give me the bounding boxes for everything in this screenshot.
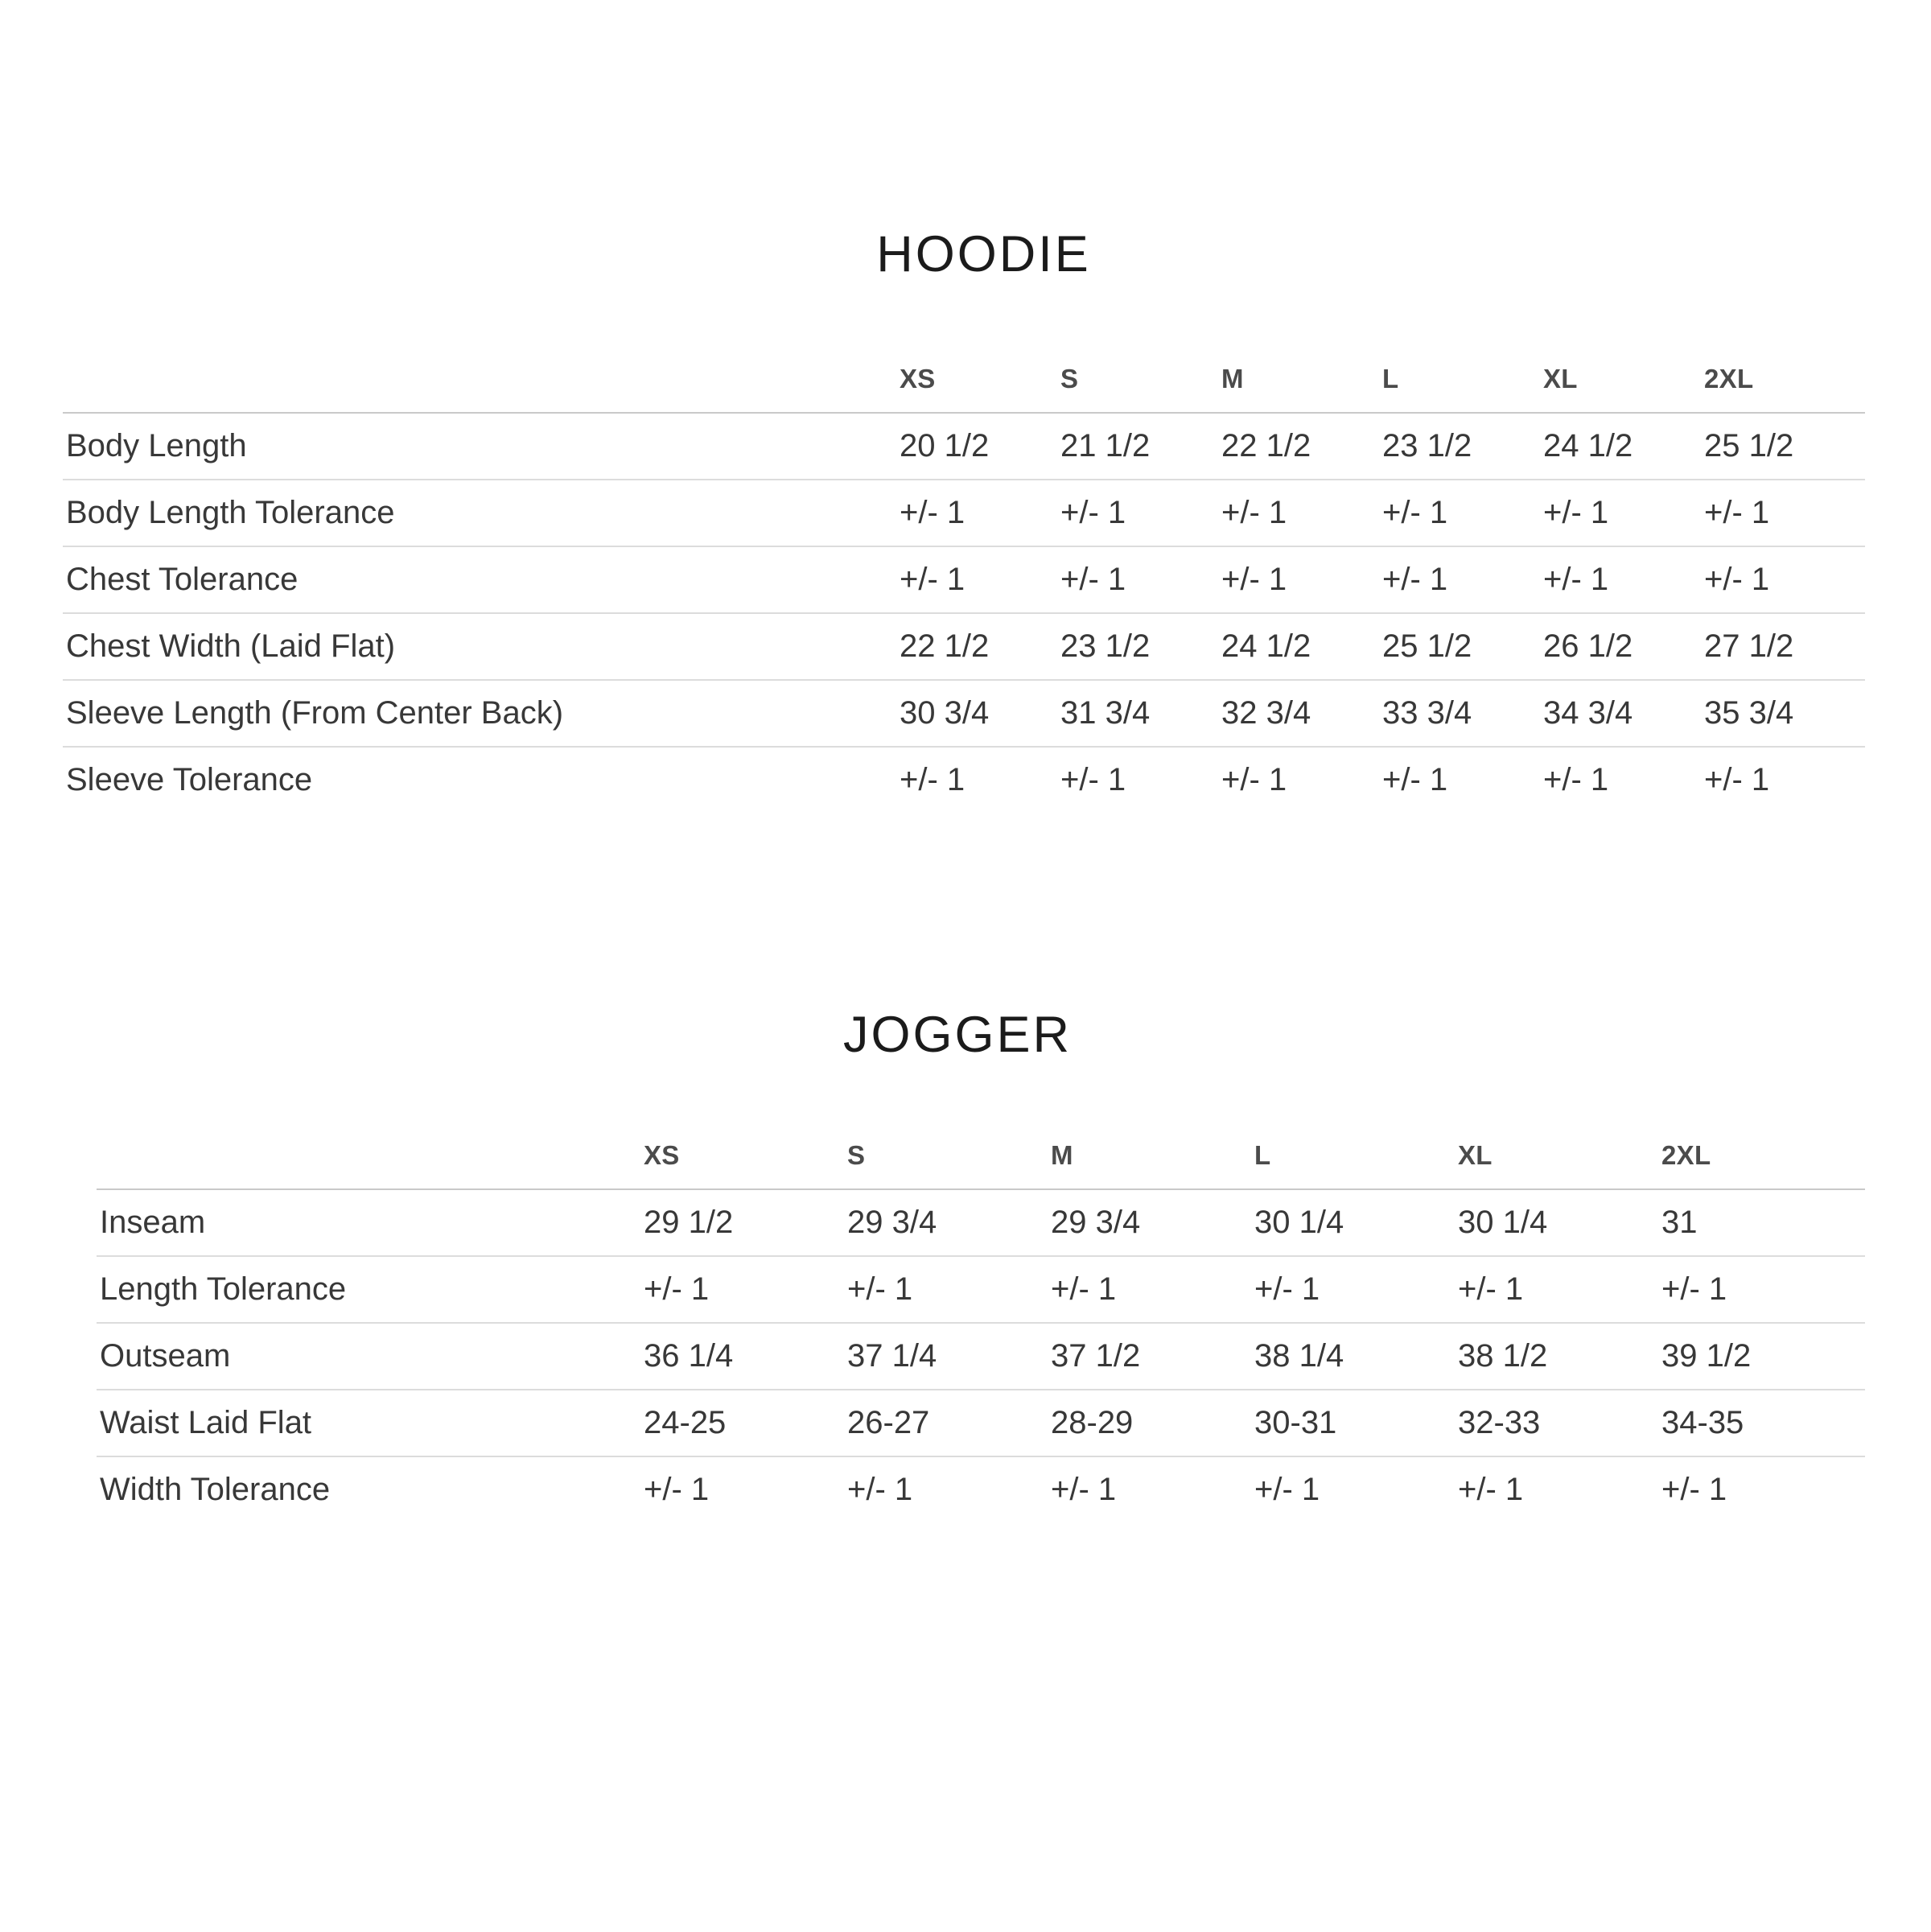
- hoodie-header-blank: [63, 364, 900, 413]
- cell-value: 38 1/4: [1254, 1338, 1344, 1374]
- cell-value: +/- 1: [847, 1271, 913, 1307]
- cell-value: 32 3/4: [1221, 695, 1311, 731]
- cell-value: +/- 1: [1543, 562, 1609, 597]
- table-row: [63, 546, 1865, 613]
- cell-value: +/- 1: [1382, 762, 1448, 797]
- table-row: [63, 480, 1865, 546]
- row-label: Outseam: [100, 1338, 231, 1374]
- cell-value: 38 1/2: [1458, 1338, 1548, 1374]
- cell-value: 33 3/4: [1382, 695, 1472, 731]
- jogger-section-title: JOGGER: [842, 1007, 1073, 1063]
- cell-value: 29 1/2: [644, 1205, 734, 1240]
- cell-value: 29 3/4: [847, 1205, 937, 1240]
- cell-value: 30-31: [1254, 1405, 1337, 1440]
- row-label: Chest Tolerance: [66, 562, 299, 597]
- cell-value: +/- 1: [1382, 495, 1448, 530]
- cell-value: +/- 1: [1221, 562, 1287, 597]
- hoodie-header-xl: XL: [1543, 364, 1578, 393]
- jogger-header-blank: [97, 1140, 644, 1189]
- cell-value: 24-25: [644, 1405, 727, 1440]
- hoodie-section: [0, 225, 1931, 813]
- jogger-header-xs: XS: [644, 1140, 680, 1170]
- cell-value: 34 3/4: [1543, 695, 1633, 731]
- hoodie-header-l: L: [1382, 364, 1399, 393]
- table-row: [63, 680, 1865, 747]
- hoodie-header-xs: XS: [900, 364, 936, 393]
- row-label: Chest Width (Laid Flat): [66, 628, 396, 664]
- cell-value: +/- 1: [1060, 495, 1126, 530]
- hoodie-header-s: S: [1060, 364, 1079, 393]
- cell-value: +/- 1: [1254, 1271, 1320, 1307]
- cell-value: +/- 1: [900, 762, 966, 797]
- cell-value: +/- 1: [1543, 495, 1609, 530]
- cell-value: +/- 1: [1382, 562, 1448, 597]
- cell-value: +/- 1: [1704, 762, 1770, 797]
- row-label: Inseam: [100, 1205, 206, 1240]
- cell-value: 31 3/4: [1060, 695, 1151, 731]
- cell-value: 36 1/4: [644, 1338, 734, 1374]
- cell-value: +/- 1: [1051, 1472, 1117, 1507]
- hoodie-section-title: HOODIE: [876, 226, 1091, 282]
- cell-value: +/- 1: [1254, 1472, 1320, 1507]
- cell-value: 27 1/2: [1704, 628, 1794, 664]
- jogger-header-l: L: [1254, 1140, 1271, 1170]
- cell-value: 28-29: [1051, 1405, 1134, 1440]
- cell-value: +/- 1: [1221, 762, 1287, 797]
- hoodie-header-m: M: [1221, 364, 1244, 393]
- cell-value: 32-33: [1458, 1405, 1541, 1440]
- hoodie-table-body: [63, 413, 1865, 813]
- jogger-header-s: S: [847, 1140, 866, 1170]
- cell-value: +/- 1: [644, 1472, 710, 1507]
- cell-value: 24 1/2: [1543, 428, 1633, 463]
- cell-value: +/- 1: [1221, 495, 1287, 530]
- row-label: Sleeve Tolerance: [66, 762, 313, 797]
- table-header-row: [63, 364, 1865, 413]
- jogger-table-body: [97, 1189, 1865, 1522]
- table-row: [97, 1256, 1865, 1323]
- jogger-header-xl: XL: [1458, 1140, 1493, 1170]
- cell-value: +/- 1: [1661, 1271, 1727, 1307]
- cell-value: 39 1/2: [1661, 1338, 1752, 1374]
- cell-value: +/- 1: [1060, 762, 1126, 797]
- table-row: [63, 613, 1865, 680]
- cell-value: 23 1/2: [1382, 428, 1472, 463]
- cell-value: 26-27: [847, 1405, 930, 1440]
- cell-value: 29 3/4: [1051, 1205, 1141, 1240]
- jogger-header-2xl: 2XL: [1661, 1140, 1711, 1170]
- row-label: Length Tolerance: [100, 1271, 347, 1307]
- cell-value: 24 1/2: [1221, 628, 1311, 664]
- table-header-row: [97, 1140, 1865, 1189]
- cell-value: 25 1/2: [1704, 428, 1794, 463]
- cell-value: 30 1/4: [1254, 1205, 1344, 1240]
- cell-value: +/- 1: [1051, 1271, 1117, 1307]
- cell-value: 22 1/2: [900, 628, 990, 664]
- table-row: [63, 413, 1865, 480]
- table-row: [97, 1189, 1865, 1256]
- cell-value: +/- 1: [1458, 1472, 1524, 1507]
- row-label: Waist Laid Flat: [100, 1405, 312, 1440]
- hoodie-table-head: [63, 364, 1865, 413]
- cell-value: 30 1/4: [1458, 1205, 1548, 1240]
- cell-value: 20 1/2: [900, 428, 990, 463]
- jogger-table-head: [97, 1140, 1865, 1189]
- cell-value: +/- 1: [847, 1472, 913, 1507]
- row-label: Body Length Tolerance: [66, 495, 395, 530]
- cell-value: +/- 1: [1661, 1472, 1727, 1507]
- hoodie-size-table: [63, 364, 1865, 813]
- cell-value: +/- 1: [900, 562, 966, 597]
- cell-value: +/- 1: [1458, 1271, 1524, 1307]
- cell-value: +/- 1: [1060, 562, 1126, 597]
- cell-value: 22 1/2: [1221, 428, 1311, 463]
- cell-value: 34-35: [1661, 1405, 1744, 1440]
- hoodie-header-2xl: 2XL: [1704, 364, 1754, 393]
- cell-value: 26 1/2: [1543, 628, 1633, 664]
- table-row: [97, 1323, 1865, 1390]
- cell-value: 25 1/2: [1382, 628, 1472, 664]
- cell-value: +/- 1: [1704, 495, 1770, 530]
- cell-value: +/- 1: [644, 1271, 710, 1307]
- table-row: [63, 747, 1865, 813]
- cell-value: +/- 1: [900, 495, 966, 530]
- cell-value: +/- 1: [1543, 762, 1609, 797]
- row-label: Body Length: [66, 428, 247, 463]
- row-label: Width Tolerance: [100, 1472, 331, 1507]
- cell-value: 21 1/2: [1060, 428, 1151, 463]
- cell-value: +/- 1: [1704, 562, 1770, 597]
- jogger-header-m: M: [1051, 1140, 1073, 1170]
- jogger-section: [0, 1006, 1931, 1522]
- cell-value: 30 3/4: [900, 695, 990, 731]
- cell-value: 31: [1661, 1205, 1698, 1240]
- cell-value: 23 1/2: [1060, 628, 1151, 664]
- cell-value: 35 3/4: [1704, 695, 1794, 731]
- jogger-size-table: [97, 1140, 1865, 1522]
- table-row: [97, 1456, 1865, 1522]
- cell-value: 37 1/2: [1051, 1338, 1141, 1374]
- cell-value: 37 1/4: [847, 1338, 937, 1374]
- row-label: Sleeve Length (From Center Back): [66, 695, 564, 731]
- table-row: [97, 1390, 1865, 1456]
